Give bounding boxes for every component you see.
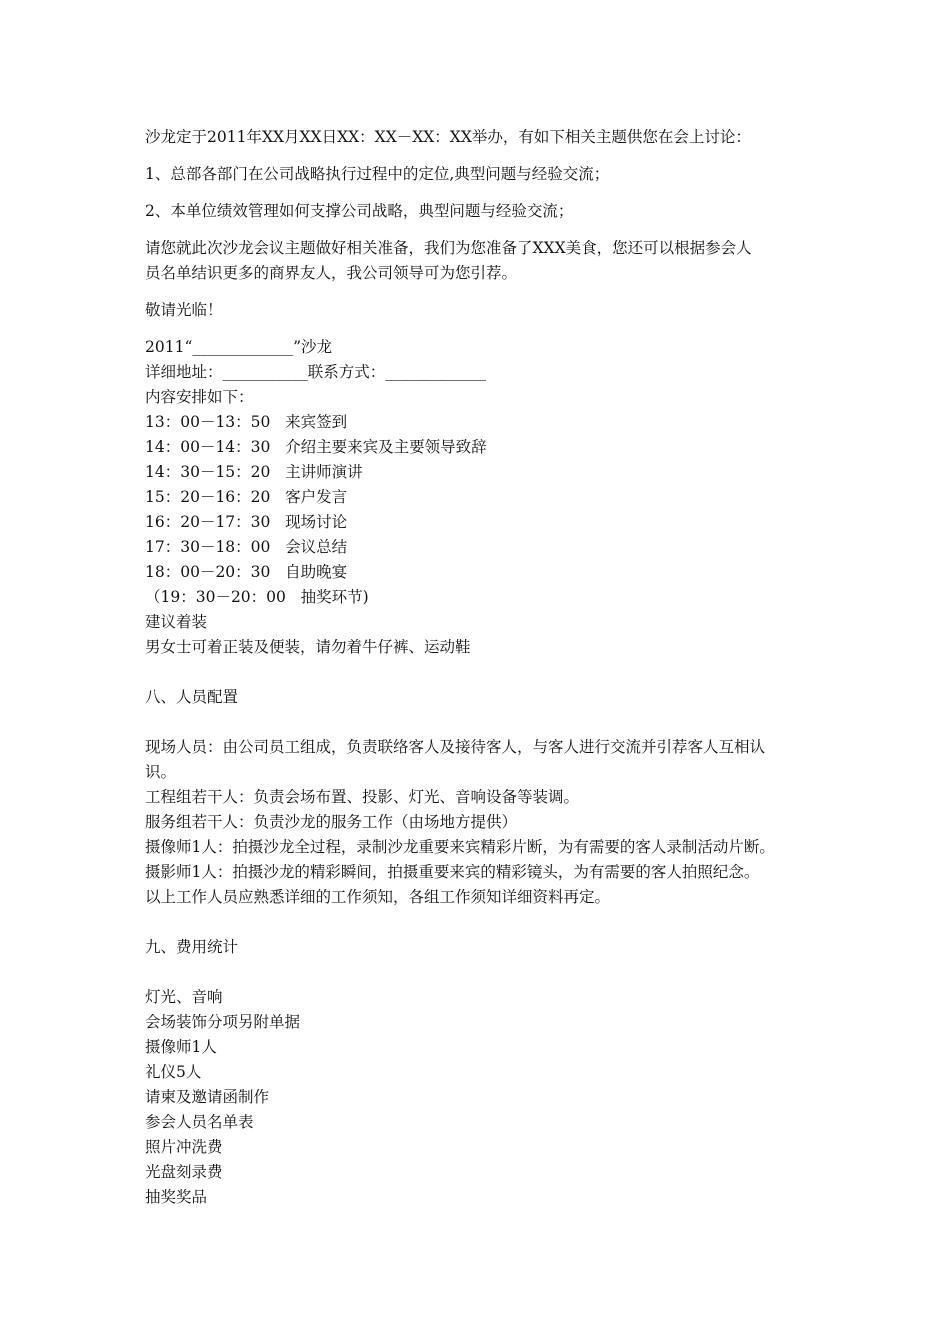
- cost-item: 请柬及邀请函制作: [145, 1088, 270, 1106]
- staffing-line: 工程组若干人：负责会场布置、投影、灯光、音响设备等装调。: [145, 788, 580, 806]
- agenda-item: （19：30－20：00 抽奖环节): [145, 588, 369, 606]
- welcome-line: 敬请光临！: [145, 301, 223, 319]
- staffing-heading: 八、人员配置: [145, 688, 239, 706]
- agenda-item: 13：00－13：50 来宾签到: [145, 413, 348, 431]
- agenda-item: 15：20－16：20 客户发言: [145, 488, 348, 506]
- staffing-line: 识。: [145, 763, 177, 781]
- cost-item: 礼仪5人: [145, 1063, 202, 1081]
- address-contact-line: 详细地址：___________联系方式：_____________: [145, 363, 487, 381]
- dress-text: 男女士可着正装及便装，请勿着牛仔裤、运动鞋: [145, 638, 471, 656]
- topic-2: 2、本单位绩效管理如何支撑公司战略，典型问题与经验交流；: [145, 202, 574, 220]
- topic-1: 1、总部各部门在公司战略执行过程中的定位,典型问题与经验交流；: [145, 165, 610, 183]
- agenda-item: 16：20－17：30 现场讨论: [145, 513, 348, 531]
- agenda-item: 17：30－18：00 会议总结: [145, 538, 348, 556]
- cost-item: 照片冲洗费: [145, 1138, 223, 1156]
- cost-item: 抽奖奖品: [145, 1188, 208, 1206]
- prepare-paragraph-line-1: 请您就此次沙龙会议主题做好相关准备，我们为您准备了XXX美食，您还可以根据参会人: [145, 239, 752, 257]
- cost-item: 光盘刻录费: [145, 1163, 223, 1181]
- agenda-heading: 内容安排如下：: [145, 388, 254, 406]
- cost-item: 会场装饰分项另附单据: [145, 1013, 301, 1031]
- document-body: [145, 125, 815, 1210]
- staffing-line: 现场人员：由公司员工组成，负责联络客人及接待客人，与客人进行交流并引荐客人互相认: [145, 738, 766, 756]
- salon-title: 2011“_____________”沙龙: [145, 338, 333, 356]
- staffing-line: 以上工作人员应熟悉详细的工作须知，各组工作须知详细资料再定。: [145, 888, 611, 906]
- staffing-line: 摄影师1人：拍摄沙龙的精彩瞬间，拍摄重要来宾的精彩镜头，为有需要的客人拍照纪念。: [145, 863, 760, 881]
- cost-item: 参会人员名单表: [145, 1113, 254, 1131]
- schedule-paragraph: 沙龙定于2011年XX月XX日XX：XX－XX：XX举办，有如下相关主题供您在会上讨论：: [145, 128, 751, 146]
- dress-heading: 建议着装: [145, 613, 208, 631]
- staffing-line: 摄像师1人：拍摄沙龙全过程，录制沙龙重要来宾精彩片断，为有需要的客人录制活动片断。: [145, 838, 775, 856]
- prepare-paragraph-line-2: 员名单结识更多的商界友人，我公司领导可为您引荐。: [145, 264, 518, 282]
- cost-item: 摄像师1人: [145, 1038, 217, 1056]
- agenda-item: 14：00－14：30 介绍主要来宾及主要领导致辞: [145, 438, 487, 456]
- agenda-item: 14：30－15：20 主讲师演讲: [145, 463, 363, 481]
- agenda-item: 18：00－20：30 自助晚宴: [145, 563, 348, 581]
- cost-item: 灯光、音响: [145, 988, 223, 1006]
- costs-heading: 九、费用统计: [145, 938, 239, 956]
- staffing-line: 服务组若干人：负责沙龙的服务工作（由场地方提供）: [145, 813, 518, 831]
